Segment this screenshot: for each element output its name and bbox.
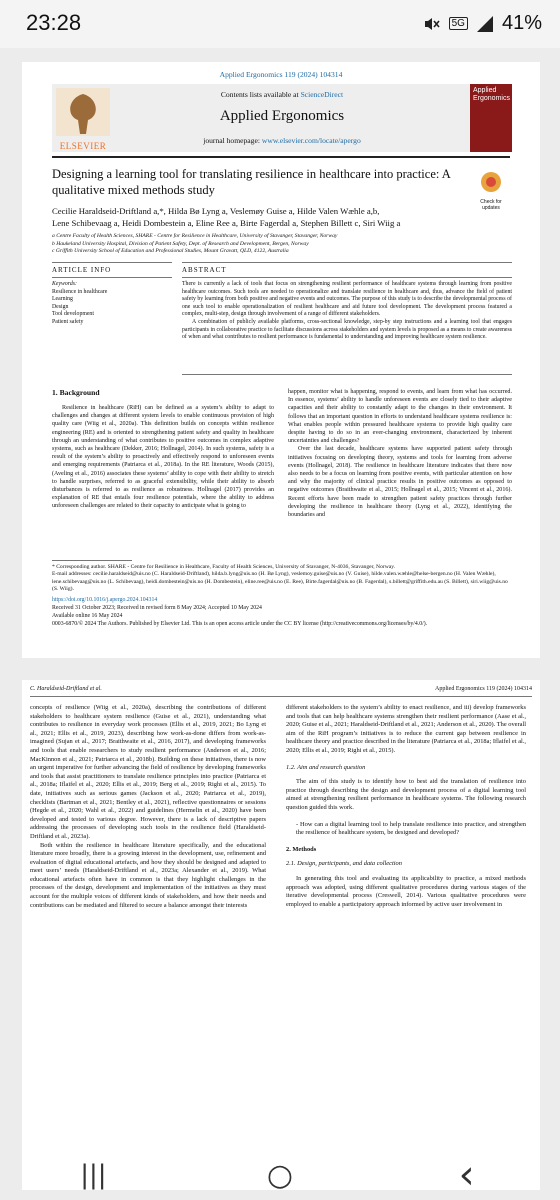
keywords-label: Keywords: (52, 281, 77, 287)
abstract-heading: ABSTRACT (182, 266, 227, 274)
elsevier-logo (56, 88, 110, 151)
affiliations: a Centre Faculty of Health Sciences, SHARE - Centre for Resilience in Healthcare, University of Stavanger, Stavanger, Norway b Haukeland University Hospital, Division of Patient Safety, Dept. of Research and Development, Bergen, Norway c Griffith University School of Education and Professional Studies, Mount Gravatt, QLD, 4122, Australia (52, 233, 338, 254)
check-updates-icon (479, 170, 503, 194)
subsection-heading: 2.1. Design, participants, and data collection (286, 860, 402, 868)
background-paragraph: happen, monitor what is happening, respond to events, and learn from what has occurred. In essence, systems’ ability to handle unforeseen events are closely tied to their adaptive capacities and their ability to constantly adapt to the changes in their environment. It follows that an important question in efforts to understand healthcare systems resilience is: What enables people within pressured healthcare systems to provide high quality care despite having to do so in an ever-changing environment, characterized by inherent uncertainties and challenges? (288, 389, 512, 445)
homepage-line: journal homepage: www.elsevier.com/locate/apergo (203, 136, 361, 145)
info-rule-right-2 (182, 277, 512, 278)
mute-icon (421, 14, 441, 34)
research-question: - How can a digital learning tool to help translate resilience into practice, and strengthen the resilience of healthcare system, be designed and developed? (296, 820, 526, 837)
status-time: 23:28 (26, 10, 82, 35)
abstract-end-rule (182, 374, 512, 375)
doi-link[interactable]: https://doi.org/10.1016/j.apergo.2024.104314 (52, 597, 158, 603)
keywords-block (52, 281, 172, 327)
home-icon: ○ (266, 1157, 294, 1193)
homepage-link[interactable]: www.elsevier.com/locate/apergo (261, 136, 361, 145)
sciencedirect-link[interactable]: ScienceDirect (300, 90, 344, 99)
article-info-heading: ARTICLE INFO (52, 266, 112, 274)
subsection-heading: 1.2. Aim and research question (286, 763, 366, 771)
body-paragraph: different stakeholders to the system’s ability to enact resilience, and iii) develop frameworks and tools that can help healthcare systems strengthen their resilient performance (Aase et al., 2020; Guise et al., 2021; Haraldseid-Driftland et al., 2021; Anderson et al., 2020). The overall aim of the RiH program’s initiatives is to reduce the current gap between resilience in healthcare theory and practice described in the literature (Patriarca et al., 2018a; Iflaifel et al., 2020; Ellis et al., 2019; Righi et al., 2015). (286, 704, 527, 754)
running-header-right: Applied Ergonomics 119 (2024) 104314 (435, 686, 532, 692)
keyword: Design (52, 303, 69, 310)
pdf-page-1 (22, 62, 540, 658)
section-2-heading: 2. Methods (286, 845, 317, 853)
journal-ref: Applied Ergonomics 119 (2024) 104314 (219, 70, 343, 79)
contents-line: Contents lists available at ScienceDirect (220, 90, 344, 99)
background-left-column: Resilience in healthcare (RiH) can be defined as a system’s ability to adapt to challenges and changes at different system levels to enable continuous provision of high quality care (Wiig et al., 2020a). This definition builds on concepts within resilience engineering (RE) and is oriented to strengthening patient safety and quality in healthcare through an understanding of what contributes to positive outcomes in complex adaptive systems, such as healthcare (Dekker, 2016; Hollnagel, 2014). In such systems, safety is a result of the system’s ability to proactively and effectively respond to unforeseen events and emerging requirements (Patriarca et al., 2018a). In the RE literature, Woods (2015), (Aveling et al., 2016) associates these systems’ ability to cope with their ability to stretch to handle surprises, referred to as graceful extensibility, while their ability to absorb disturbances is referred to as resilience as robustness. Hollnagel (2017) provides an explanation of RE that entails four resilience potentials, where the ability to address unforeseen challenges are related to their capacity to anticipate what is going to (52, 405, 274, 510)
status-icons (421, 12, 542, 35)
back-button[interactable] (437, 1152, 497, 1198)
masthead-rule (52, 156, 510, 158)
info-rule-left (52, 262, 172, 263)
journal-name: Applied Ergonomics (219, 108, 345, 124)
body-paragraph: Both within the resilience in healthcare literature specifically, and the educational literature more broadly, there is a growing interest in the development, use, refinement and evaluation of digital educational artefacts, and how they should be designed and adapted to meet users’ needs (Haraldseid-Driftland et al., 2023a; Alexander et al., 2019). What educational artefacts often have in common is that they highlight challenges in the processes of the design, development and implementation of the initiatives as they must account for the multiple voices of different kinds of stakeholders, and how their needs and contributions can be mediated and filtered to secure a balance amongst their interests (30, 841, 266, 909)
available-online: Available online 16 May 2024 (52, 613, 123, 619)
keyword: Resilience in healthcare (52, 288, 108, 295)
recent-apps-button[interactable] (63, 1155, 123, 1195)
body-paragraph: In generating this tool and evaluating its applicability to practice, a mixed methods approach was adopted, using different qualitative procedures during various stages of the iterative developmental process (Creswell, 2014). Various qualitative procedures were employed to enable a participatory approach informed by active user involvement in (286, 874, 526, 908)
page2-right-column (286, 704, 526, 909)
pdf-page-2 (22, 680, 540, 1190)
recent-apps-icon: ||| (80, 1160, 107, 1190)
abstract-text (182, 281, 512, 342)
author-emails: E-mail addresses: cecilie.haraldseid@uis.no (C. Haraldseid-Driftland), hilda.b.lyng@uis.no (H. Bø Lyng), veslemoy.guise@uis.no (V. Guise), hilde.valen.wæhle@helse-bergen.no (H. Valen Wæhle), lene.schibevaag@uis.no (L. Schibevaag), heidi.dombestein@uis.no (H. Dombestein), eline.ree@uis.no (E. Ree), Birte.fagerdal@uis.no (B. Fagerdal), s.billett@griffith.edu.au (S. Billett), siri.wiig@uis.no (S. Wiig). (52, 571, 508, 593)
background-right-column (288, 388, 512, 519)
android-nav-bar (0, 1150, 560, 1200)
abstract-paragraph: There is currently a lack of tools that focus on strengthening resilient performance of healthcare systems through learning from positive healthcare outcomes. Such tools are needed to operationalize and translate resilience in healthcare and, thus, advance the field of patient safety by learning from both positive and negative events and outcomes. The purpose of this study is to describe the developmental process of one such tool to enable operationalization of resilient healthcare and aid future tool development. The development process featured a complex, multi-step, design through involvement of a range of different stakeholders. (182, 281, 512, 318)
info-rule-left-2 (52, 277, 172, 278)
journal-cover: Applied Ergonomics (470, 84, 512, 152)
info-rule-right (182, 262, 512, 263)
running-header-rule (30, 696, 532, 697)
publisher-name: ELSEVIER (59, 141, 107, 151)
page2-left-column (30, 704, 266, 910)
battery-percent: 41% (501, 12, 542, 34)
article-history (52, 596, 512, 628)
abstract-paragraph: A combination of publicly available platforms, cross-sectional knowledge, step-by step instructions and a learning tool that engages participants in collaborative practice to facilitate discussions across stakeholders and system levels is proposed as a means to create awareness of when and what contributes to resilient performance is fundamental to understanding and improving healthcare system resilience. (182, 318, 512, 341)
running-header-left: C. Haraldseid-Driftland et al. (30, 686, 102, 692)
body-paragraph: concepts of resilience (Wiig et al., 2020a), describing the contributions of different stakeholders to healthcare system resilience (Guise et al., 2021), understanding what contributes to resilience in everyday work processes (Ellis et al., 2019, 2021; Bo Lyng et al., 2021; Ellis et al., 2019, 2023), describing how work-as-done differs from work-as-imagined (Sujan et al., 2017; Braithwaite et al., 2016, 2017), and developing frameworks and tools that enable researchers to study resilient performance (Anderson et al., 2016; MacKinnon et al., 2021; Patriarca et al., 2018b). Building on these initiatives, there is now an urgent imperative for further advancing the field of resilience by developing frameworks and tools that assist practitioners to translate resilience principles into practice (Patriarca et al., 2018a; Iflaifel et al., 2020; Ellis et al., 2019; Berg et al., 2019; Righi et al., 2015). To date, initiatives such as serious games (Jackson et al., 2020; Patriarca et al., 2019), checklists (Bartman et al., 2021; Bentley et al., 2021), reflective questionnaires or sessions (Hegde et al., 2020; Wahl et al., 2022) and guidelines (Hermelin et al., 2020) have been developed and tested to various degree. However, there is a lack of descriptive papers addressing the processes of developing such tools in the resilience field (Haraldseid-Driftland et al., 2023a). (30, 704, 266, 840)
keyword: Tool development (52, 311, 94, 318)
status-bar (0, 0, 560, 48)
authors-line-1: Cecilie Haraldseid-Driftland a,*, Hilda Bø Lyng a, Veslemøy Guise a, Hilde Valen Wæhle a,b, (52, 206, 380, 216)
footnote-rule (52, 560, 132, 561)
back-icon: ‹ (458, 1152, 475, 1198)
keyword: Learning (52, 296, 73, 303)
check-updates-button[interactable]: Check for updates (474, 170, 508, 211)
network-icon: 5G (449, 17, 468, 30)
article-title: Designing a learning tool for translating resilience in healthcare into practice: A qualitative mixed methods study (52, 167, 451, 197)
home-button[interactable] (250, 1155, 310, 1195)
received-dates: Received 31 October 2023; Received in revised form 8 May 2024; Accepted 10 May 2024 (52, 605, 262, 611)
corresponding-author: * Corresponding author. SHARE - Centre for Resilience in Healthcare, Faculty of Health Sciences, University of Stavanger, N-4036, Stavanger, Norway. (52, 564, 396, 570)
elsevier-tree-icon (56, 88, 110, 136)
signal-icon (476, 15, 494, 33)
authors-line-2: Lene Schibevaag a, Heidi Dombestein a, Eline Ree a, Birte Fagerdal a, Stephen Billett c, Siri Wiig a (52, 218, 401, 228)
body-paragraph: The aim of this study is to identify how to best aid the translation of resilience into practice through describing the design and development process of a digital learning tool aimed at strengthening resilient performance in healthcare systems. The following research question guided this work. (286, 778, 526, 811)
license-line: 0003-6870/© 2024 The Authors. Published by Elsevier Ltd. This is an open access article under the CC BY license (http://creativecommons.org/licenses/by/4.0/). (52, 621, 428, 627)
section-1-heading: 1. Background (52, 388, 100, 397)
footnotes (52, 564, 512, 594)
background-paragraph: Over the last decade, healthcare systems have supported patient safety through initiatives focusing on developing theory, systems and tools for learning from adverse events (Hollnagel, 2018). The resilience in healthcare literature indicates that there now also needs to be a focus on learning from positive events, with particular attention on how and why the majority of clinical practice results in positive outcomes as opposed to negative outcomes (Braithwaite et al., 2015; Hollnagel et al., 2015; Vincent et al., 2016). Recent efforts have been made to strengthen patient safety practices through further developing the resilience in healthcare theory (Lyng et al., 2022), identifying the boundaries and (288, 446, 512, 519)
keyword: Patient safety (52, 318, 84, 325)
